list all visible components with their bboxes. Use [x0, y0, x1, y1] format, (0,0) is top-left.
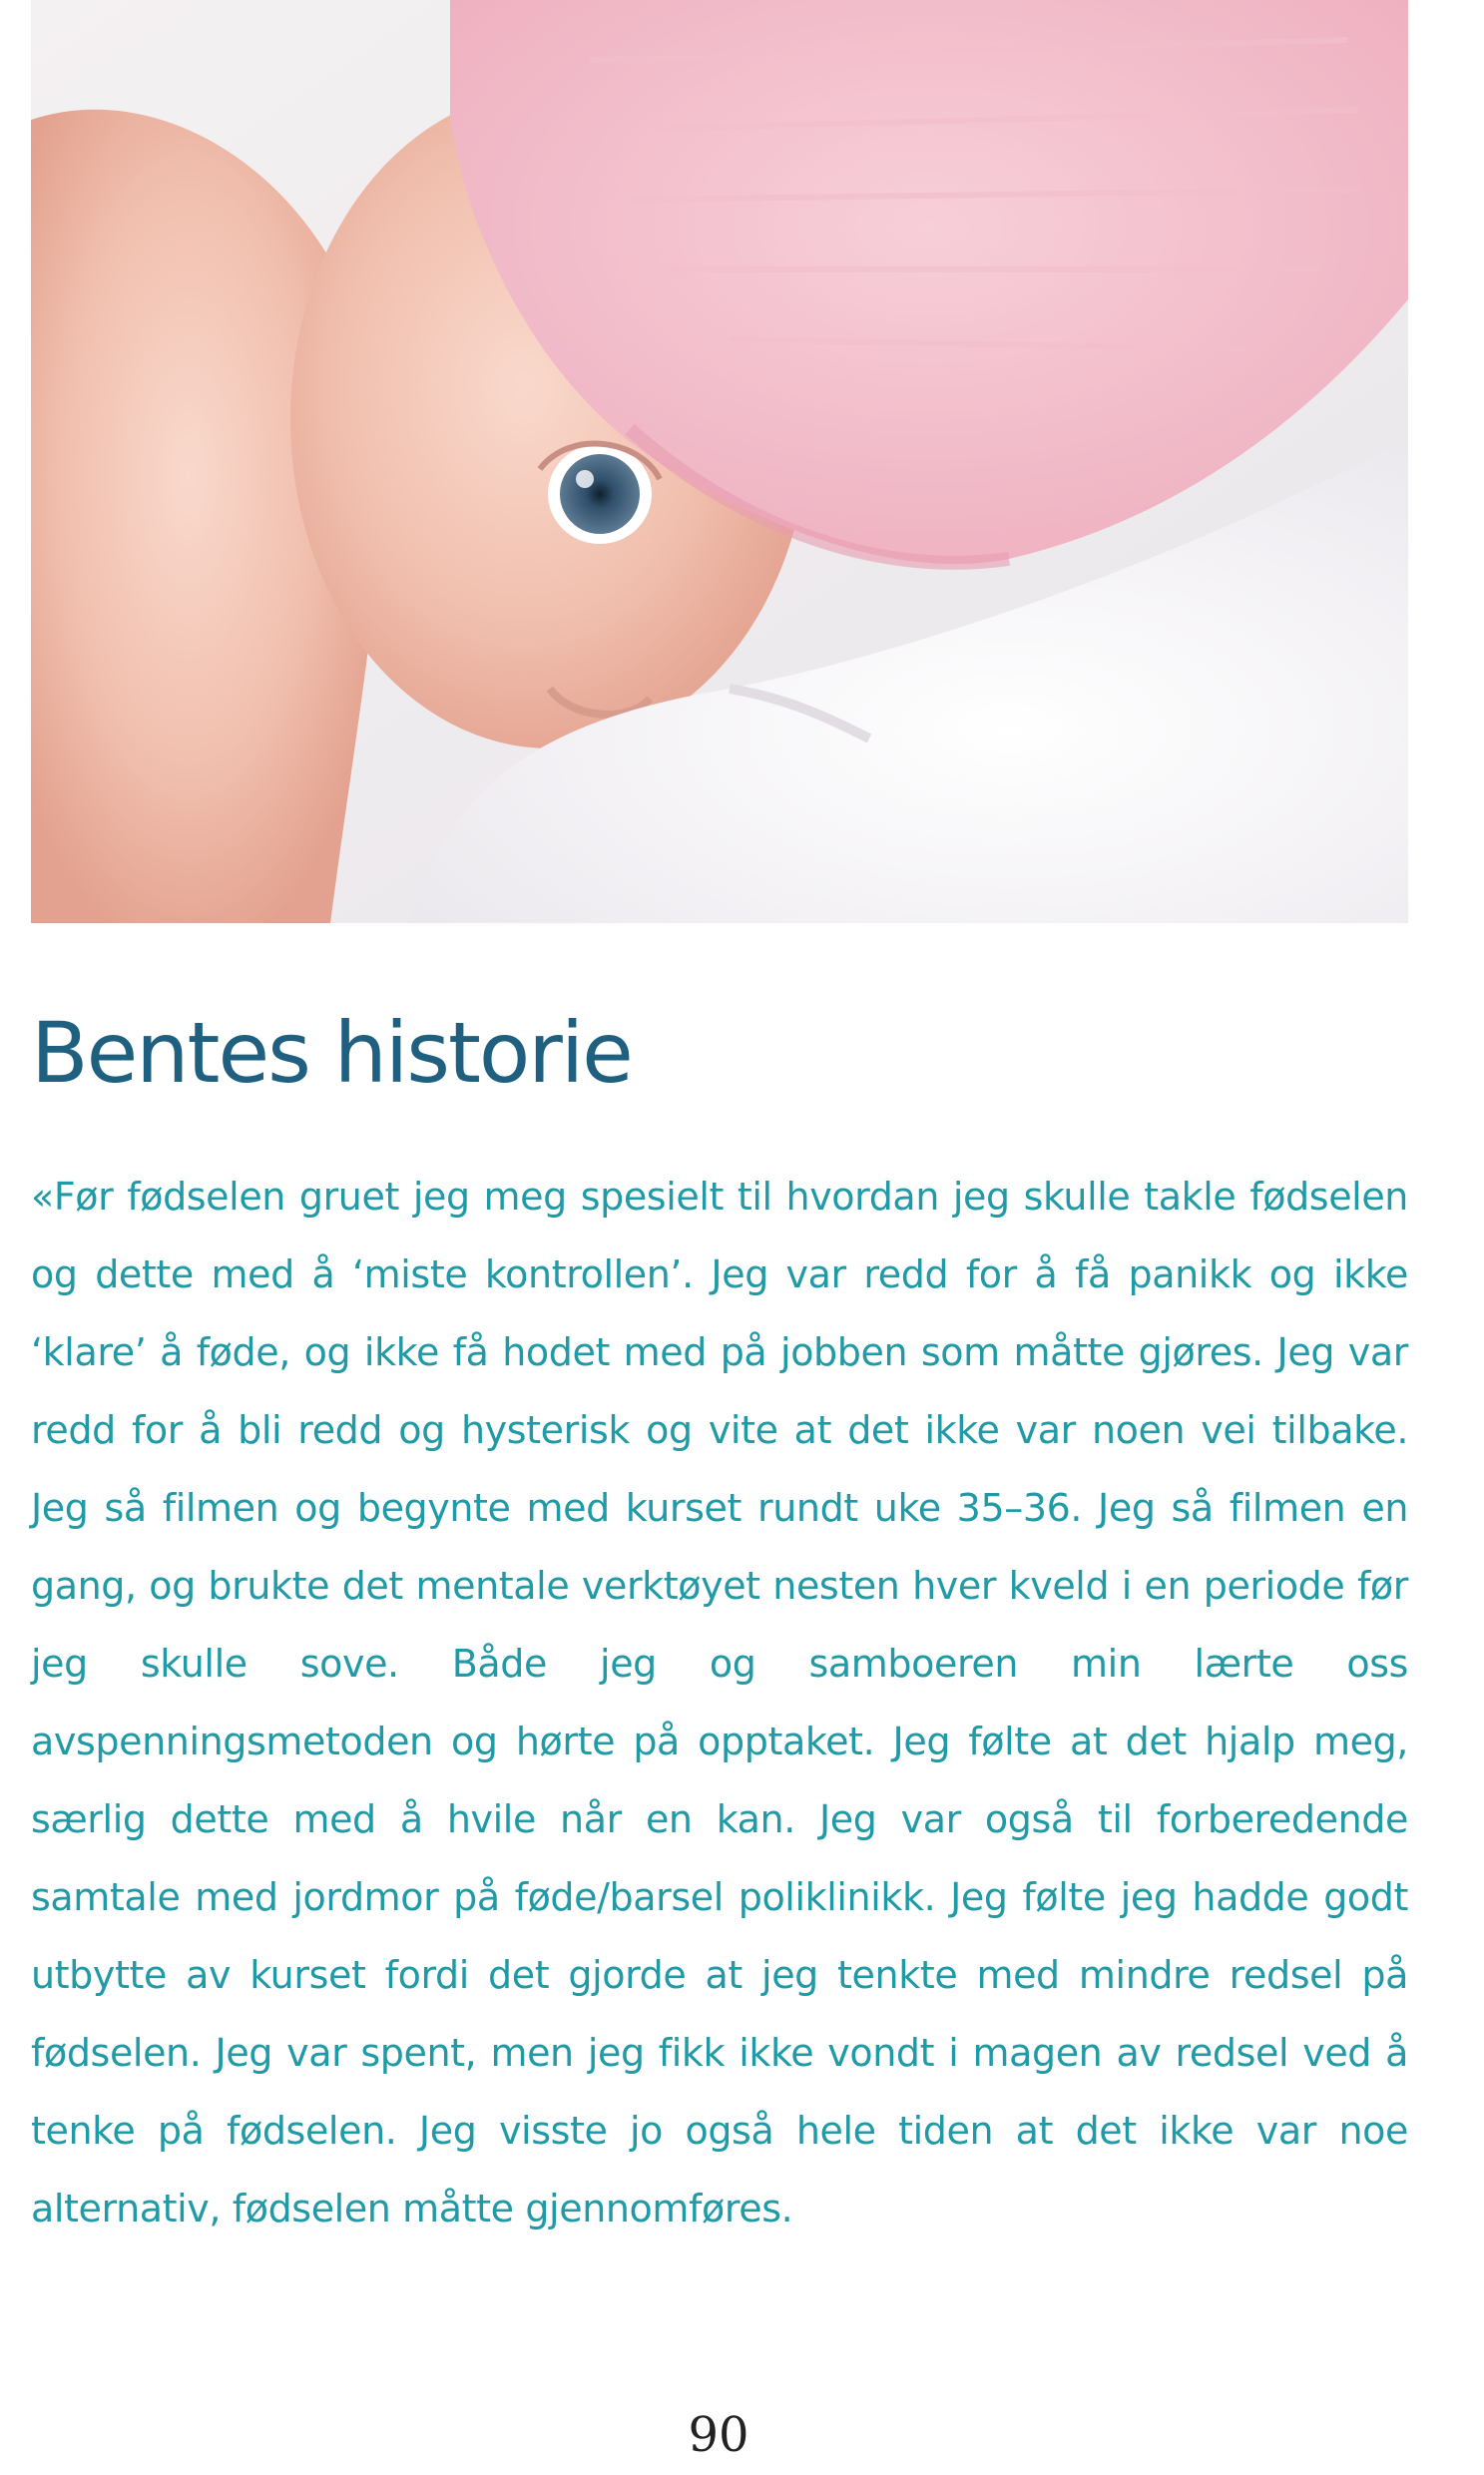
- page-title: Bentes historie: [31, 1004, 632, 1102]
- baby-photo: [31, 0, 1408, 923]
- page-number: 90: [688, 2407, 749, 2463]
- story-paragraph: «Før fødselen gruet jeg meg spesielt til hvordan jeg skulle takle fødselen og dette med å ‘miste kontrollen’. Jeg var redd for å få panikk og ikke ‘klare’ å føde, og ikke få hodet med på jobben som måtte gjøres. Jeg var redd for å bli redd og hysterisk og vite at det ikke var noen vei tilbake. Jeg så filmen og begynte med kurset rundt uke 35–36. Jeg så filmen en gang, og brukte det mentale verktøyet nesten hver kveld i en periode før jeg skulle sove. Både jeg og samboeren min lærte oss avspenningsmetoden og hørte på opptaket. Jeg følte at det hjalp meg, særlig dette med å hvile når en kan. Jeg var også til forberedende samtale med jordmor på føde/barsel poliklinikk. Jeg følte jeg hadde godt utbytte av kurset fordi det gjorde at jeg tenkte med mindre redsel på fødselen. Jeg var spent, men jeg fikk ikke vondt i magen av redsel ved å tenke på fødselen. Jeg visste jo også hele tiden at det ikke var noe alternativ, fødselen måtte gjennomføres.: [31, 1175, 1408, 2230]
